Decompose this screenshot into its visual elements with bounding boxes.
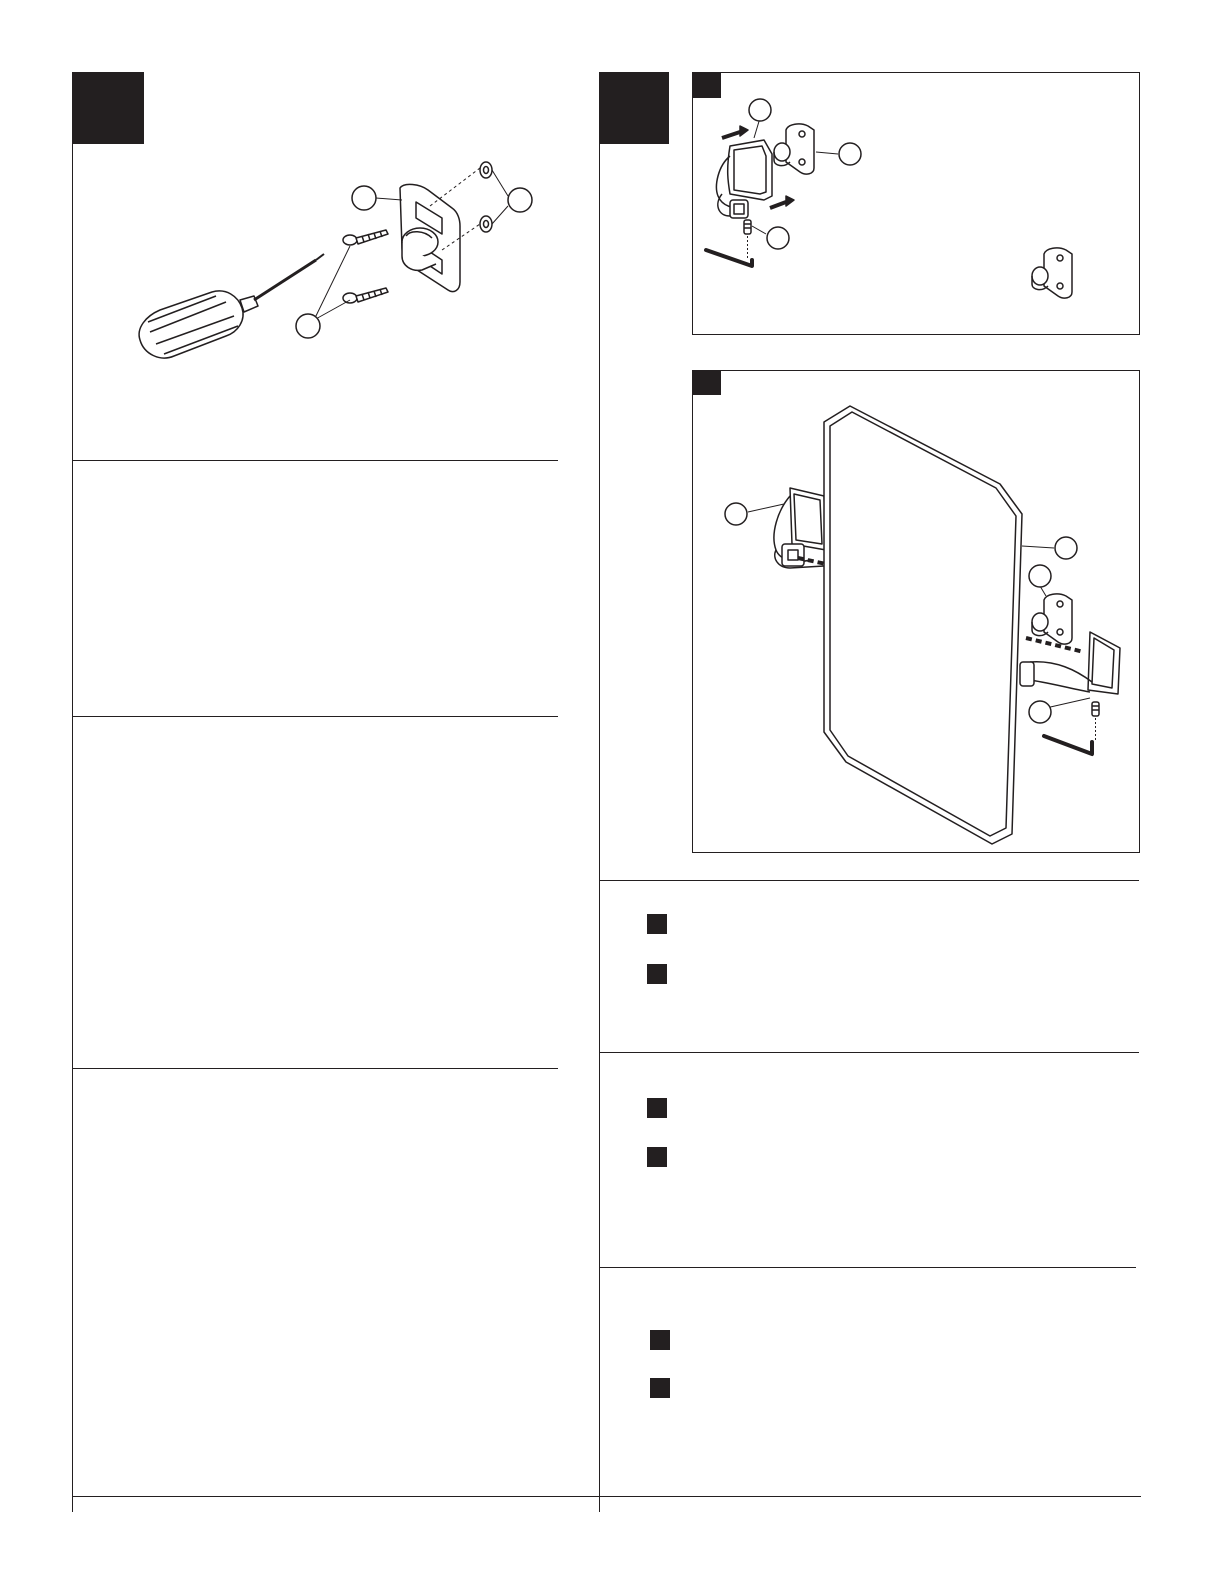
wood-screw-icon: [343, 288, 388, 303]
wood-screw-icon: [343, 230, 388, 245]
hex-key-icon: [1044, 736, 1092, 754]
callout-circle-icon: [508, 188, 532, 212]
wall-post-icon: [1032, 594, 1072, 644]
left-bracket-icon: [774, 488, 826, 568]
callout-circle-icon: [749, 99, 771, 121]
callout-circle-icon: [839, 143, 861, 165]
set-screw-icon: [744, 220, 751, 260]
step-badge-icon: [599, 72, 669, 144]
square-bullet-icon: [647, 914, 667, 934]
left-section-divider: [72, 716, 558, 717]
screwdriver-mount-illustration: [130, 150, 550, 390]
page-bottom-rule: [72, 1496, 1141, 1497]
step-badge-icon: [693, 371, 721, 395]
callout-circle-icon: [1029, 701, 1051, 723]
wall-post-spare-icon: [1032, 248, 1072, 298]
right-section-divider: [599, 1052, 1139, 1053]
callout-circle-icon: [725, 503, 747, 525]
right-column-border: [599, 72, 600, 1512]
bracket-assembly-illustration: [700, 96, 1120, 316]
wall-anchor-icon: [480, 162, 492, 232]
hex-key-icon: [706, 250, 752, 266]
callout-circle-icon: [296, 314, 320, 338]
wall-post-icon: [774, 124, 814, 174]
step-badge-icon: [693, 73, 721, 98]
screwdriver-icon: [139, 254, 324, 358]
callout-circle-icon: [352, 186, 376, 210]
square-bullet-icon: [647, 1147, 667, 1167]
left-column-border: [72, 72, 73, 1512]
right-section-divider: [599, 880, 1139, 881]
square-bullet-icon: [650, 1330, 670, 1350]
right-section-divider: [599, 1267, 1136, 1268]
square-bullet-icon: [647, 1098, 667, 1118]
callout-circle-icon: [1055, 537, 1077, 559]
mirror-icon: [824, 406, 1022, 844]
square-bullet-icon: [650, 1378, 670, 1398]
left-section-divider: [72, 460, 558, 461]
set-screw-icon: [1092, 702, 1099, 740]
mounting-bracket-icon: [400, 184, 460, 291]
left-section-divider: [72, 1068, 558, 1069]
mirror-mount-illustration: [700, 400, 1130, 850]
callout-circle-icon: [1029, 565, 1051, 587]
callout-circle-icon: [767, 227, 789, 249]
mirror-bracket-icon: [717, 140, 773, 218]
square-bullet-icon: [647, 964, 667, 984]
step-badge-icon: [72, 72, 144, 144]
